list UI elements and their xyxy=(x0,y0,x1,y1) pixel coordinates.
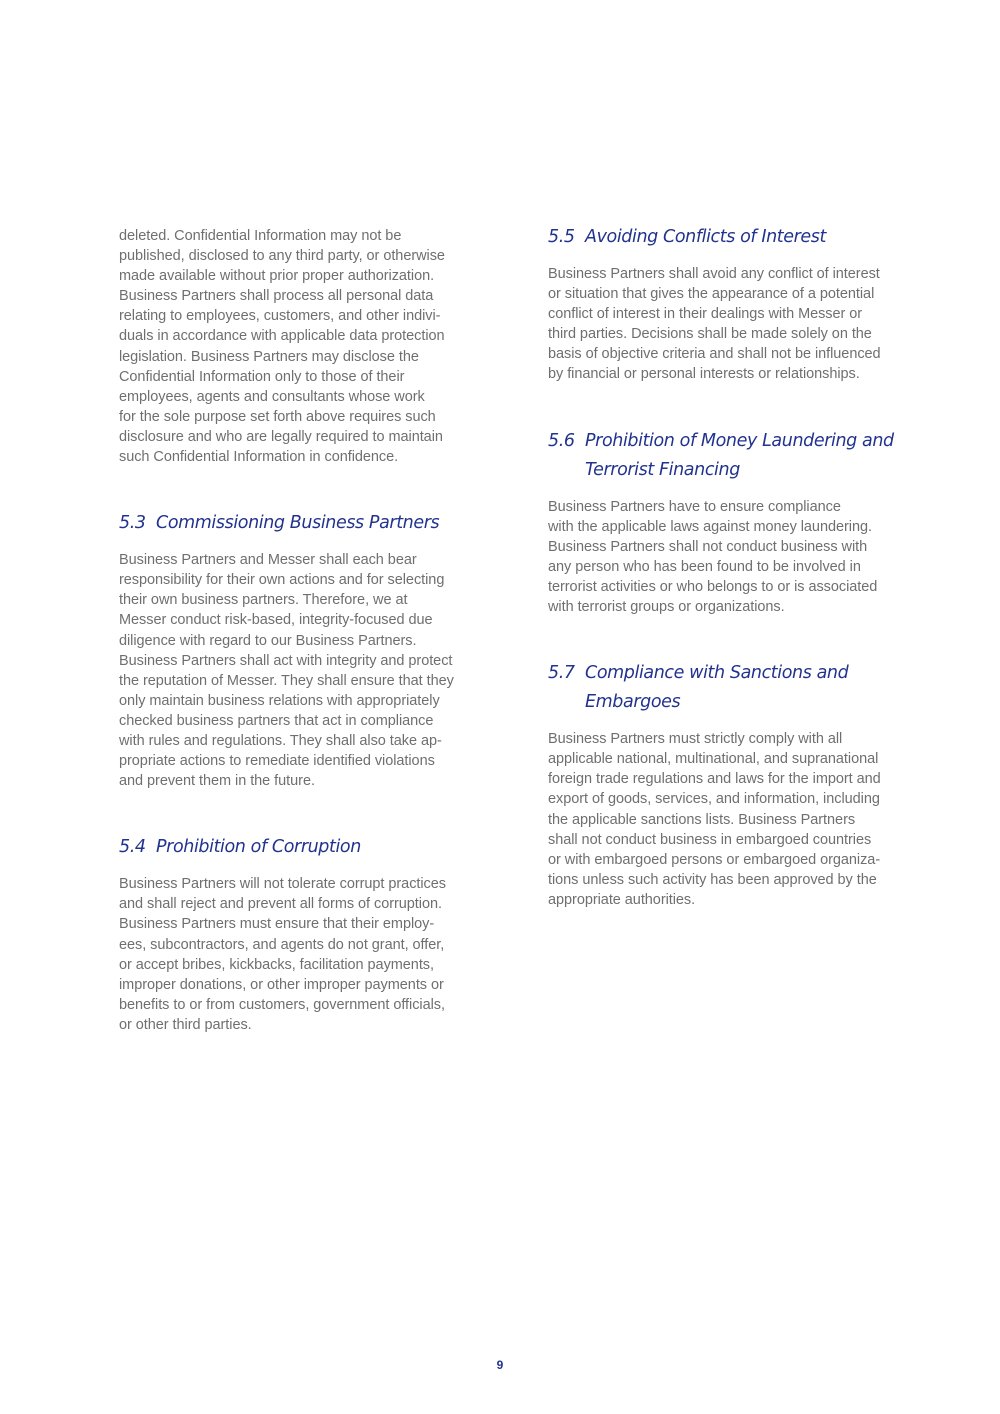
text-line: Business Partners and Messer shall each bear xyxy=(119,552,417,569)
text-line: disclosure and who are legally required to maintain xyxy=(119,428,443,445)
text-line: Business Partners must strictly comply with all xyxy=(548,731,843,748)
section-title: Commissioning Business Partners xyxy=(156,513,440,534)
text-line: with terrorist groups or organizations. xyxy=(548,599,785,616)
intro-paragraph xyxy=(119,226,479,467)
page-number: 9 xyxy=(496,1358,504,1372)
text-line: responsibility for their own actions and for selecting xyxy=(119,572,445,589)
section-5-7-paragraph xyxy=(548,729,908,910)
text-line: Business Partners will not tolerate corrupt practices xyxy=(119,876,446,893)
section-5-3-paragraph xyxy=(119,550,479,791)
text-line: only maintain business relations with appropriately xyxy=(119,692,440,709)
text-line: conflict of interest in their dealings with Messer or xyxy=(548,306,863,323)
text-line: such Confidential Information in confidence. xyxy=(119,449,399,466)
section-heading-5-5 xyxy=(548,223,908,252)
right-column xyxy=(548,223,908,910)
text-line: appropriate authorities. xyxy=(548,891,696,908)
text-line: by financial or personal interests or relationships. xyxy=(548,366,860,383)
text-line: and prevent them in the future. xyxy=(119,773,315,790)
text-line: Business Partners have to ensure compliance xyxy=(548,498,841,515)
text-line: the applicable sanctions lists. Business Partners xyxy=(548,811,856,828)
text-line: published, disclosed to any third party, or otherwise xyxy=(119,248,445,265)
section-number: 5.7 xyxy=(548,663,575,684)
text-line: or accept bribes, kickbacks, facilitation payments, xyxy=(119,956,434,973)
text-line: foreign trade regulations and laws for the import and xyxy=(548,771,881,788)
text-line: duals in accordance with applicable data protection xyxy=(119,328,445,345)
text-line: and shall reject and prevent all forms of corruption. xyxy=(119,896,442,913)
section-title: Compliance with Sanctions and Embargoes xyxy=(585,663,849,713)
text-line: with the applicable laws against money laundering. xyxy=(548,518,872,535)
section-5-5-paragraph xyxy=(548,264,908,385)
section-number: 5.4 xyxy=(119,837,146,858)
section-5-4-paragraph xyxy=(119,874,479,1035)
text-line: export of goods, services, and information, including xyxy=(548,791,880,808)
text-line: basis of objective criteria and shall not be influenced xyxy=(548,346,881,363)
text-line: deleted. Confidential Information may not be xyxy=(119,228,402,244)
text-line: or with embargoed persons or embargoed organiza- xyxy=(548,851,881,868)
text-line: ees, subcontractors, and agents do not grant, offer, xyxy=(119,936,445,953)
text-line: their own business partners. Therefore, we at xyxy=(119,592,408,609)
text-line: Business Partners shall avoid any conflict of interest xyxy=(548,266,880,282)
text-line: employees, agents and consultants whose work xyxy=(119,388,425,405)
section-number: 5.6 xyxy=(548,430,575,451)
text-line: applicable national, multinational, and supranational xyxy=(548,751,879,768)
section-heading-5-7 xyxy=(548,659,908,717)
text-line: with rules and regulations. They shall also take ap- xyxy=(119,732,442,749)
text-line: or situation that gives the appearance of a potential xyxy=(548,286,875,303)
section-heading-5-4 xyxy=(119,833,479,862)
text-line: Business Partners shall not conduct business with xyxy=(548,538,868,555)
text-line: relating to employees, customers, and other indivi- xyxy=(119,308,441,325)
text-line: or other third parties. xyxy=(119,1016,252,1033)
text-line: any person who has been found to be involved in xyxy=(548,558,861,575)
section-number: 5.3 xyxy=(119,513,146,534)
text-line: improper donations, or other improper payments or xyxy=(119,976,444,993)
section-5-6-paragraph xyxy=(548,497,908,618)
text-line: terrorist activities or who belongs to or is associated xyxy=(548,578,878,595)
section-number: 5.5 xyxy=(548,227,575,247)
section-title: Avoiding Conflicts of Interest xyxy=(585,227,826,247)
text-line: for the sole purpose set forth above requires such xyxy=(119,408,436,425)
text-line: Confidential Information only to those of their xyxy=(119,368,405,385)
section-title-line: Terrorist Financing xyxy=(585,459,740,480)
text-line: checked business partners that act in compliance xyxy=(119,712,434,729)
text-line: the reputation of Messer. They shall ensure that they xyxy=(119,672,454,689)
text-line: benefits to or from customers, government officials, xyxy=(119,996,445,1013)
text-line: Business Partners shall process all personal data xyxy=(119,288,434,305)
section-title: Prohibition of Corruption xyxy=(156,837,361,858)
text-line: made available without prior proper authorization. xyxy=(119,268,435,285)
section-title-line: Prohibition of Money Laundering and xyxy=(585,430,894,451)
text-line: shall not conduct business in embargoed countries xyxy=(548,831,872,848)
text-line: Business Partners shall act with integrity and protect xyxy=(119,652,453,669)
section-title xyxy=(585,427,908,485)
section-heading-5-6 xyxy=(548,427,908,485)
text-line: tions unless such activity has been approved by the xyxy=(548,871,877,888)
text-line: propriate actions to remediate identified violations xyxy=(119,753,435,770)
section-heading-5-3 xyxy=(119,509,479,538)
text-line: Business Partners must ensure that their employ- xyxy=(119,916,435,933)
text-line: legislation. Business Partners may disclose the xyxy=(119,348,419,365)
text-line: third parties. Decisions shall be made solely on the xyxy=(548,326,872,343)
left-column xyxy=(119,226,479,1035)
text-line: Messer conduct risk-based, integrity-focused due xyxy=(119,612,433,629)
text-line: diligence with regard to our Business Partners. xyxy=(119,632,417,649)
